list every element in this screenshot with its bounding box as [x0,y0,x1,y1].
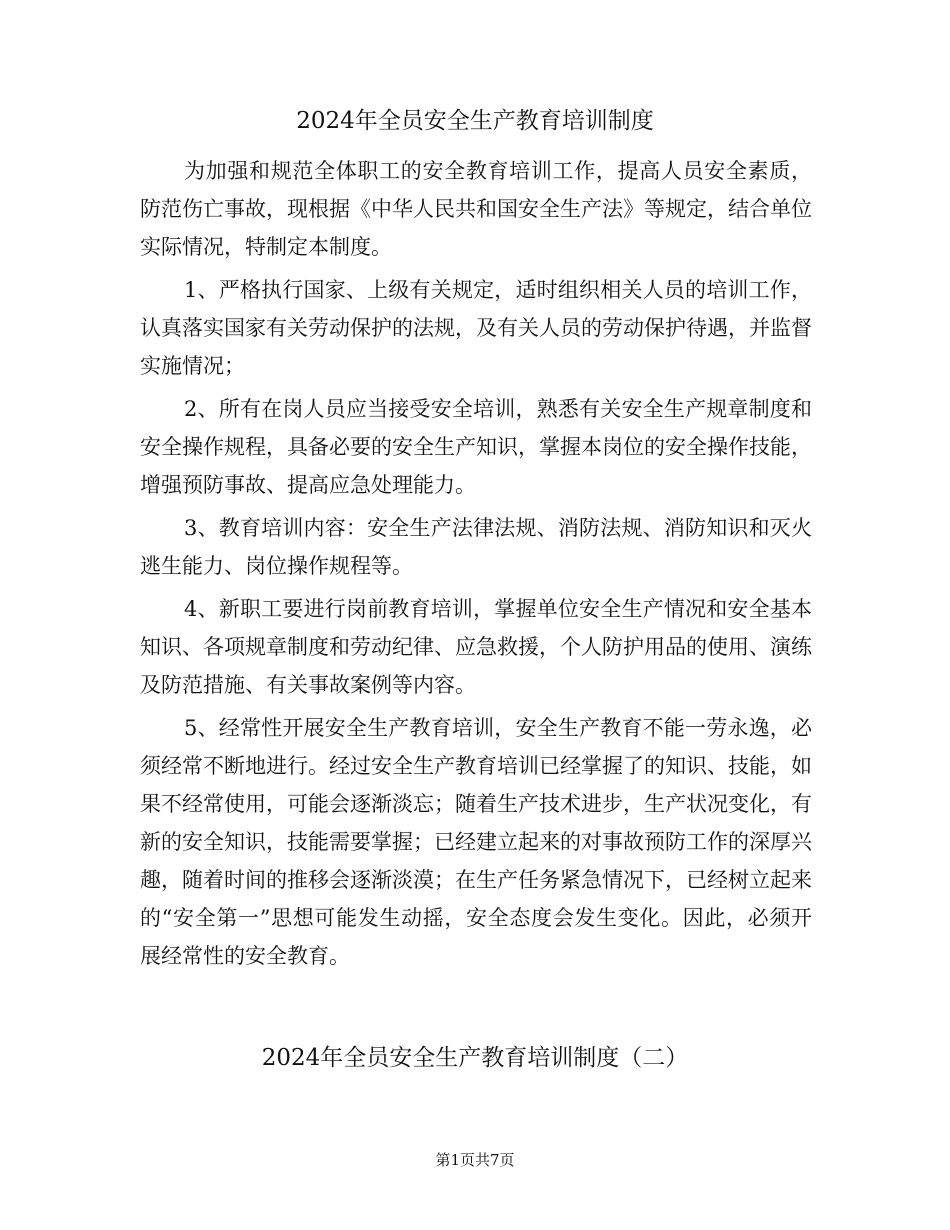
document-body [140,152,812,980]
clause-3-paragraph: 3、教育培训内容：安全生产法律法规、消防法规、消防知识和灭火逃生能力、岗位操作规程等。 [140,516,812,578]
second-document-title: 2024年全员安全生产教育培训制度（二） [261,1045,689,1071]
clause-1-paragraph: 1、严格执行国家、上级有关规定，适时组织相关人员的培训工作，认真落实国家有关劳动保护的法规，及有关人员的劳动保护待遇，并监督实施情况； [140,278,812,378]
clause-5-paragraph: 5、经常性开展安全生产教育培训，安全生产教育不能一劳永逸，必须经常不断地进行。经过安全生产教育培训已经掌握了的知识、技能，如果不经常使用，可能会逐渐淡忘；随着生产技术进步，生产状况变化，有新的安全知识，技能需要掌握；已经建立起来的对事故预防工作的深厚兴趣，随着时间的推移会逐渐淡漠；在生产任务紧急情况下，已经树立起来的“安全第一”思想可能发生动摇，安全态度会发生变化。因此，必须开展经常性的安全教育。 [140,716,812,968]
intro-paragraph: 为加强和规范全体职工的安全教育培训工作，提高人员安全素质，防范伤亡事故，现根据《中华人民共和国安全生产法》等规定，结合单位实际情况，特制定本制度。 [140,159,812,259]
document-title: 2024年全员安全生产教育培训制度 [296,108,654,134]
clause-4-paragraph: 4、新职工要进行岗前教育培训，掌握单位安全生产情况和安全基本知识、各项规章制度和劳动纪律、应急救援，个人防护用品的使用、演练及防范措施、有关事故案例等内容。 [140,597,812,697]
clause-2-paragraph: 2、所有在岗人员应当接受安全培训，熟悉有关安全生产规章制度和安全操作规程，具备必要的安全生产知识，掌握本岗位的安全操作技能，增强预防事故、提高应急处理能力。 [140,397,812,497]
page-number: 第1页共7页 [435,1151,515,1169]
